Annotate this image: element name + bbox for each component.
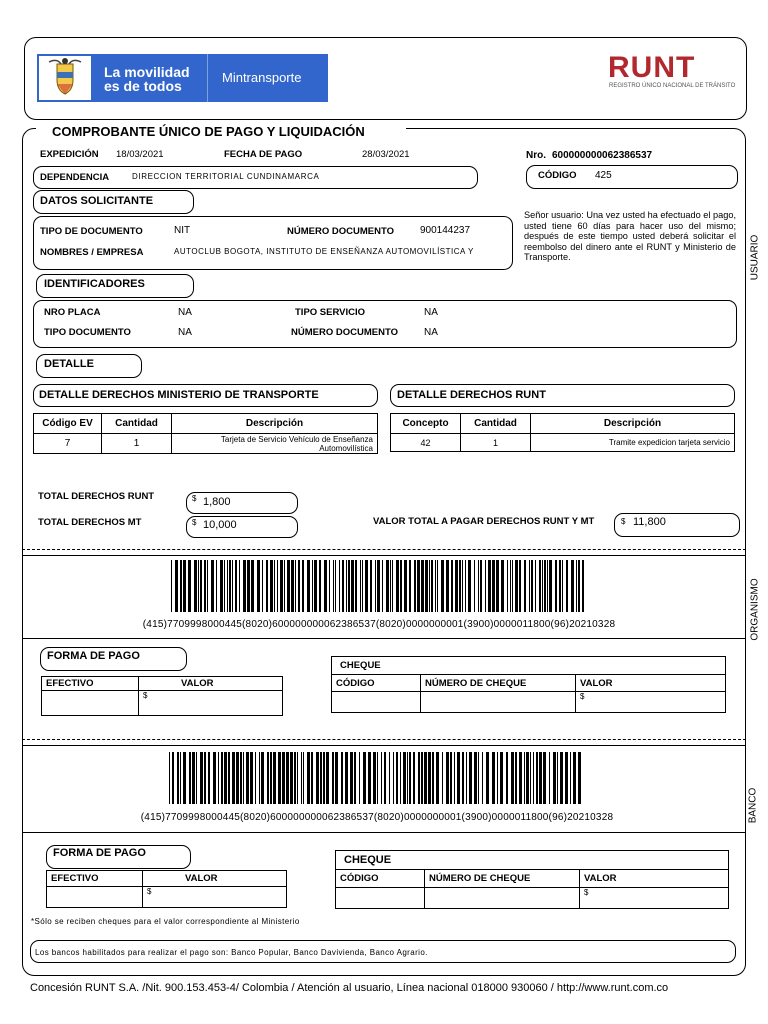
payment-date: 28/03/2021 <box>362 149 410 160</box>
requester-doc-type-label: TIPO DE DOCUMENTO <box>40 226 143 237</box>
code-label: CÓDIGO <box>538 170 577 181</box>
check-value-label-2: VALOR <box>580 870 729 888</box>
receipt-number: 600000000062386537 <box>552 150 653 161</box>
dependency-label: DEPENDENCIA <box>40 172 110 183</box>
side-label-user: USUARIO <box>749 234 761 281</box>
total-mt-value: 10,000 <box>203 519 237 531</box>
issue-label: EXPEDICIÓN <box>40 149 99 160</box>
cash-label-2: EFECTIVO <box>47 871 143 887</box>
mt-col-qty: Cantidad <box>102 414 172 434</box>
mt-col-code: Código EV <box>34 414 102 434</box>
colombia-shield-icon <box>39 56 91 100</box>
payment-form-label-1: FORMA DE PAGO <box>47 650 140 662</box>
side-label-bank: BANCO <box>747 787 759 824</box>
table-row <box>332 692 726 713</box>
payment-form-label-2: FORMA DE PAGO <box>53 847 146 859</box>
number-label: Nro. <box>526 150 546 161</box>
mt-detail-label: DETALLE DERECHOS MINISTERIO DE TRANSPORTE <box>39 389 319 401</box>
requester-name: AUTOCLUB BOGOTA, INSTITUTO DE ENSEÑANZA AUTOMOVILÍSTICA Y <box>174 247 474 256</box>
ministry-name: Mintransporte <box>222 70 302 85</box>
table-header-row <box>332 675 726 692</box>
slogan-line-1: La movilidad <box>104 64 190 80</box>
dependency-value: DIRECCION TERRITORIAL CUNDINAMARCA <box>132 172 320 181</box>
id-doc-type-label: TIPO DOCUMENTO <box>44 327 131 338</box>
table-header-row <box>332 657 726 675</box>
runt-detail-label: DETALLE DERECHOS RUNT <box>397 389 546 401</box>
runt-row-concept: 42 <box>391 434 461 452</box>
cut-line-2 <box>22 739 746 740</box>
mt-row-qty: 1 <box>102 434 172 454</box>
check-number-cell-2[interactable] <box>425 888 580 909</box>
slogan-line-2: es de todos <box>104 78 182 94</box>
user-notice: Señor usuario: Una vez usted ha efectuado el pago, usted tiene 60 días para hacer uso del mismo; después de este tiempo usted deberá solicitar el reembolso del dinero ante el RUNT y Ministerio de Transporte. <box>524 210 736 262</box>
table-row <box>336 888 729 909</box>
total-runt-currency: $ <box>192 494 197 503</box>
check-label-1: CHEQUE <box>332 657 726 675</box>
check-label-2: CHEQUE <box>336 851 729 870</box>
section-divider-3 <box>22 745 746 746</box>
runt-col-concept: Concepto <box>391 414 461 434</box>
cash-value-label-2: VALOR <box>143 871 287 887</box>
check-table-1 <box>331 656 726 713</box>
cash-cell-1[interactable] <box>42 691 139 716</box>
total-mt-currency: $ <box>192 518 197 527</box>
section-divider-1 <box>22 555 746 556</box>
mt-detail-table <box>33 413 378 454</box>
cash-value-cell-1[interactable]: $ <box>139 691 283 716</box>
banner-divider <box>207 54 208 102</box>
check-code-cell-1[interactable] <box>332 692 421 713</box>
requester-name-label: NOMBRES / EMPRESA <box>40 247 144 258</box>
mt-row-code: 7 <box>34 434 102 454</box>
service-value: NA <box>424 307 438 318</box>
check-number-label-2: NÚMERO DE CHEQUE <box>425 870 580 888</box>
plate-value: NA <box>178 307 192 318</box>
check-note: *Sólo se reciben cheques para el valor correspondiente al Ministerio <box>31 917 300 926</box>
detail-section-label: DETALLE <box>44 358 94 370</box>
service-label: TIPO SERVICIO <box>295 307 366 318</box>
requester-doc-number: 900144237 <box>420 225 471 236</box>
barcode-bank <box>169 752 585 804</box>
total-pay-label: VALOR TOTAL A PAGAR DERECHOS RUNT Y MT <box>373 516 595 527</box>
total-runt-value: 1,800 <box>203 496 231 508</box>
runt-row-qty: 1 <box>461 434 531 452</box>
check-code-cell-2[interactable] <box>336 888 425 909</box>
cut-line-1 <box>22 549 746 550</box>
total-pay-value: 11,800 <box>633 516 666 528</box>
cash-table-1 <box>41 676 283 716</box>
check-code-label-2: CÓDIGO <box>336 870 425 888</box>
barcode-text-bank: (415)7709998000445(8020)600000000062386537(8020)0000000001(3900)0000011800(96)20210328 <box>140 812 614 823</box>
cash-label-1: EFECTIVO <box>42 677 139 691</box>
cash-value-label-1: VALOR <box>139 677 283 691</box>
check-value-cell-1[interactable]: $ <box>576 692 726 713</box>
table-row <box>47 887 287 908</box>
issue-date: 18/03/2021 <box>116 149 164 160</box>
barcode-organism <box>171 560 587 612</box>
table-header-row <box>391 414 735 434</box>
runt-col-qty: Cantidad <box>461 414 531 434</box>
section-divider-2 <box>22 638 746 639</box>
requester-doc-number-label: NÚMERO DOCUMENTO <box>287 226 394 237</box>
runt-detail-table <box>390 413 735 452</box>
total-mt-label: TOTAL DERECHOS MT <box>38 517 142 528</box>
runt-subtitle: REGISTRO ÚNICO NACIONAL DE TRÁNSITO <box>609 83 736 89</box>
identifiers-section-label: IDENTIFICADORES <box>44 278 145 290</box>
check-number-label-1: NÚMERO DE CHEQUE <box>421 675 576 692</box>
id-doc-number-value: NA <box>424 327 438 338</box>
table-header-row <box>336 870 729 888</box>
cash-value-cell-2[interactable]: $ <box>143 887 287 908</box>
check-value-cell-2[interactable]: $ <box>580 888 729 909</box>
payment-date-label: FECHA DE PAGO <box>224 149 303 160</box>
cash-table-2 <box>46 870 287 908</box>
id-doc-type-value: NA <box>178 327 192 338</box>
runt-row-desc: Tramite expedicion tarjeta servicio <box>531 434 735 452</box>
id-doc-number-label: NÚMERO DOCUMENTO <box>291 327 398 338</box>
plate-label: NRO PLACA <box>44 307 101 318</box>
check-code-label-1: CÓDIGO <box>332 675 421 692</box>
concession-footer: Concesión RUNT S.A. /Nit. 900.153.453-4/ Colombia / Atención al usuario, Línea nacional 018000 930060 / http://www.runt.com.co <box>30 982 669 994</box>
receipt-title: COMPROBANTE ÚNICO DE PAGO Y LIQUIDACIÓN <box>52 124 365 139</box>
section-divider-4 <box>22 832 746 833</box>
side-label-organism: ORGANISMO <box>749 578 761 641</box>
requester-section-label: DATOS SOLICITANTE <box>40 195 154 207</box>
table-header-row <box>34 414 378 434</box>
check-number-cell-1[interactable] <box>421 692 576 713</box>
identifiers-box <box>33 300 737 348</box>
total-runt-label: TOTAL DERECHOS RUNT <box>38 491 155 502</box>
banks-text: Los bancos habilitados para realizar el pago son: Banco Popular, Banco Davivienda, Banco Agrario. <box>35 948 428 957</box>
check-table-2 <box>335 850 729 909</box>
table-row <box>391 434 735 452</box>
cash-cell-2[interactable] <box>47 887 143 908</box>
mt-col-desc: Descripción <box>172 414 378 434</box>
mt-row-desc: Tarjeta de Servicio Vehículo de Enseñanza Automovilística <box>172 434 378 454</box>
table-header-row <box>336 851 729 870</box>
check-value-label-1: VALOR <box>576 675 726 692</box>
total-pay-currency: $ <box>621 517 626 526</box>
barcode-text-organism: (415)7709998000445(8020)600000000062386537(8020)0000000001(3900)0000011800(96)20210328 <box>142 619 616 630</box>
table-header-row <box>42 677 283 691</box>
runt-logo: RUNT <box>608 51 696 84</box>
table-row <box>34 434 378 454</box>
runt-col-desc: Descripción <box>531 414 735 434</box>
code-value: 425 <box>595 170 612 181</box>
slogan <box>104 65 190 93</box>
table-row <box>42 691 283 716</box>
requester-doc-type: NIT <box>174 225 191 236</box>
table-header-row <box>47 871 287 887</box>
